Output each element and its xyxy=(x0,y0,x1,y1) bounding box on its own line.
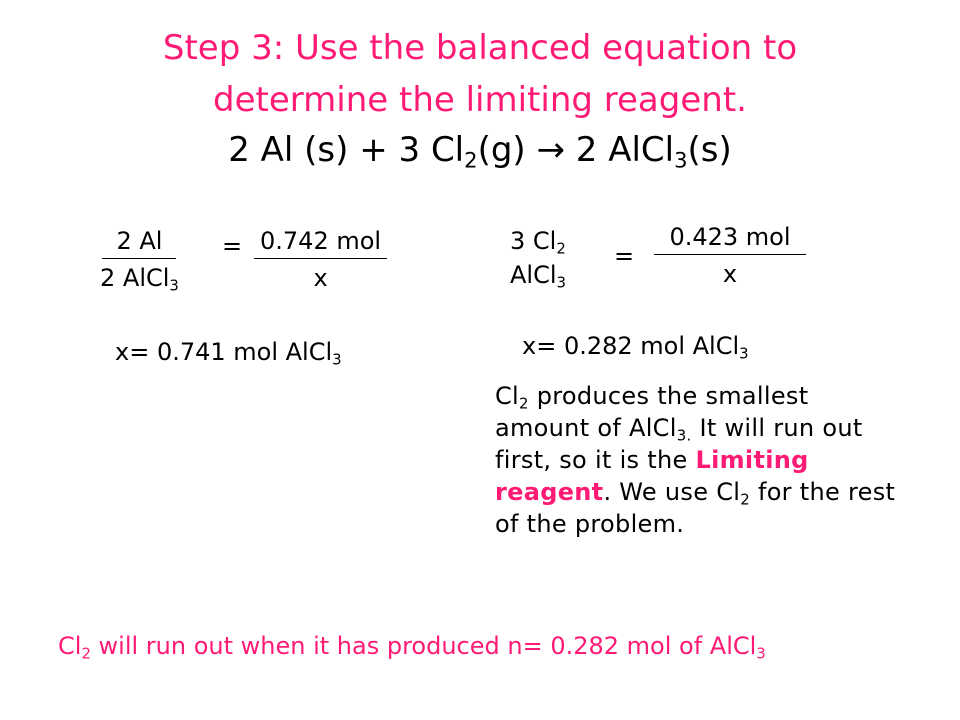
explanation-subscript-1: 2 xyxy=(519,394,529,413)
balanced-equation xyxy=(0,128,960,172)
conclusion-subscript-2: 3 xyxy=(756,644,766,663)
left-moles-fraction xyxy=(254,226,387,295)
left-ratio-numerator: 2 Al xyxy=(102,226,176,259)
right-result-subscript: 3 xyxy=(739,344,749,363)
right-moles-numerator: 0.423 mol xyxy=(654,222,806,255)
conclusion-subscript-1: 2 xyxy=(81,644,91,663)
explanation-paragraph xyxy=(495,380,900,540)
equation-part-3: (s) xyxy=(687,130,732,170)
equation-part-2: (g) → 2 AlCl xyxy=(477,130,675,170)
left-moles-denominator: x xyxy=(313,264,328,292)
right-moles-denominator: x xyxy=(722,260,738,288)
left-ratio-denominator-text: 2 AlCl xyxy=(100,264,170,292)
right-ratio-denominator-subscript: 3 xyxy=(556,273,566,292)
conclusion-text-1: Cl xyxy=(58,632,82,660)
right-ratio-denominator-text: AlCl xyxy=(510,261,557,289)
left-moles-numerator: 0.742 mol xyxy=(254,226,387,259)
explanation-text-5: for the rest of the problem. xyxy=(495,478,896,538)
left-ratio-denominator xyxy=(100,259,179,295)
explanation-text-3: It will run out first, so it is the xyxy=(495,414,863,474)
left-result xyxy=(115,338,342,369)
left-result-text: x= 0.741 mol AlCl xyxy=(115,338,333,366)
right-ratio-numerator xyxy=(510,226,566,256)
right-moles-fraction xyxy=(654,222,806,291)
slide-title-line-2: determine the limiting reagent. xyxy=(213,80,747,120)
conclusion-text-2: will run out when it has produced n= 0.282 mol of AlCl xyxy=(90,632,757,660)
right-ratio-numerator-text: 3 Cl xyxy=(510,227,557,255)
slide-title-line-1: Step 3: Use the balanced equation to xyxy=(162,28,798,68)
explanation-subscript-3: 2 xyxy=(740,490,751,509)
explanation-subscript-2: 3. xyxy=(676,426,692,445)
limiting-reagent-highlight: Limiting reagent xyxy=(495,446,809,506)
explanation-text-4: . We use Cl xyxy=(603,478,741,506)
right-result xyxy=(522,332,749,363)
equation-subscript-2: 3 xyxy=(674,147,688,173)
equation-part-1: 2 Al (s) + 3 Cl xyxy=(228,130,465,170)
right-ratio-fraction xyxy=(510,226,566,292)
left-result-subscript: 3 xyxy=(332,350,342,369)
conclusion-line xyxy=(58,632,766,663)
left-ratio-fraction xyxy=(100,226,179,295)
right-equals-sign: = xyxy=(614,242,635,270)
right-ratio-denominator xyxy=(510,256,566,292)
equation-subscript-1: 2 xyxy=(464,147,478,173)
right-result-text: x= 0.282 mol AlCl xyxy=(522,332,740,360)
left-ratio-denominator-subscript: 3 xyxy=(169,276,179,295)
explanation-text-1: Cl xyxy=(495,382,520,410)
explanation-text-2: produces the smallest amount of AlCl xyxy=(495,382,809,442)
right-ratio-numerator-subscript: 2 xyxy=(556,239,566,258)
left-equals-sign: = xyxy=(222,232,243,260)
